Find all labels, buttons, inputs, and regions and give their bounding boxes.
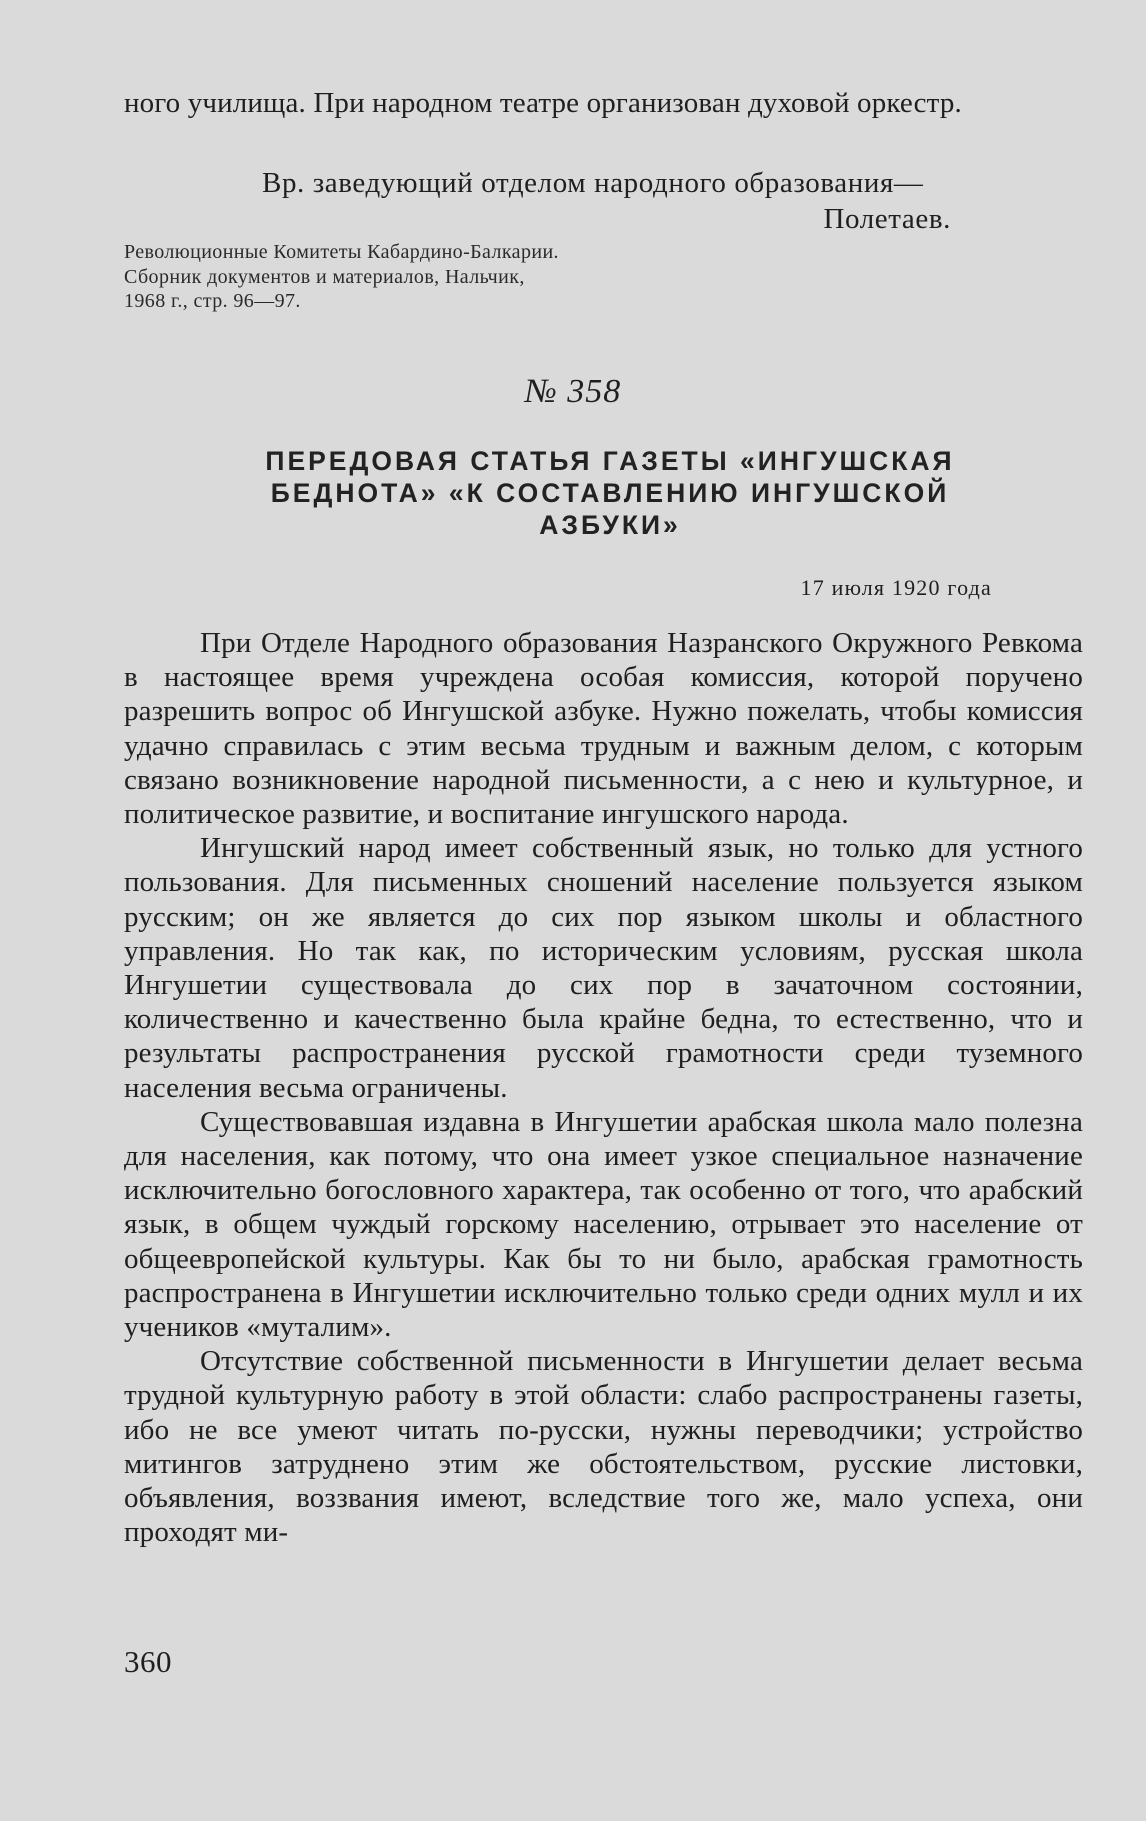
source-citation — [124, 240, 559, 314]
intro-paragraph: ного училища. При народном театре организован духовой оркестр. — [124, 87, 962, 119]
signature-name: Полетаев. — [823, 203, 951, 235]
signature-title: Вр. заведующий отделом народного образования— — [262, 167, 924, 199]
title-line: ПЕРЕДОВАЯ СТАТЬЯ ГАЗЕТЫ «ИНГУШСКАЯ — [265, 446, 955, 476]
source-line: Сборник документов и материалов, Нальчик, — [124, 265, 525, 288]
intro-continuation — [124, 86, 1083, 120]
source-line: 1968 г., стр. 96—97. — [124, 290, 301, 312]
title-line: БЕДНОТА» «К СОСТАВЛЕНИЮ ИНГУШСКОЙ — [270, 478, 950, 508]
title-line: АЗБУКИ» — [539, 510, 681, 540]
document-date: 17 июля 1920 года — [800, 575, 992, 600]
paragraph: Отсутствие собственной письменности в Ингушетии делает весьма трудной культурную работу в этой области: слабо распространены газеты, ибо не все умеют читать по-русски, нужны переводчики; устройство митингов затруднено этим же обстоятельством, русские листовки, объявления, воззвания имеют, вследствие того же, мало успеха, они проходят ми- — [124, 1345, 1083, 1549]
paragraph: Ингушский народ имеет собственный язык, но только для устного пользования. Для письменных сношений население пользуется языком русским; он же является до сих пор языком школы и областного управления. Но так как, по историческим условиям, русская школа Ингушетии существовала до сих пор в зачаточном состоянии, количественно и качественно была крайне бедна, то естественно, что и результаты распространения русской грамотности среди туземного населения весьма ограничены. — [124, 832, 1083, 1104]
document-title — [180, 445, 1040, 541]
document-number: № 358 — [524, 373, 622, 410]
page-number: 360 — [124, 1644, 172, 1679]
paragraph: При Отделе Народного образования Назранского Окружного Ревкома в настоящее время учреждена особая комиссия, которой поручено разрешить вопрос об Ингушской азбуке. Нужно пожелать, чтобы комиссия удачно справилась с этим весьма трудным и важным делом, с которым связано возникновение народной письменности, а с нею и культурное, и политическое развитие, и воспитание ингушского народа. — [124, 627, 1083, 831]
source-line: Революционные Комитеты Кабардино-Балкарии. — [124, 241, 559, 263]
article-body — [124, 626, 1083, 1549]
signature-block — [262, 165, 1083, 237]
paragraph: Существовавшая издавна в Ингушетии арабская школа мало полезна для населения, как потому, что она имеет узкое специальное назначение исключительно богословного характера, так особенно от того, что арабский язык, в общем чуждый горскому населению, отрывает это население от общеевропейской культуры. Как бы то ни было, арабская грамотность распространена в Ингушетии исключительно только среди одних мулл и их учеников «муталим». — [124, 1105, 1083, 1344]
